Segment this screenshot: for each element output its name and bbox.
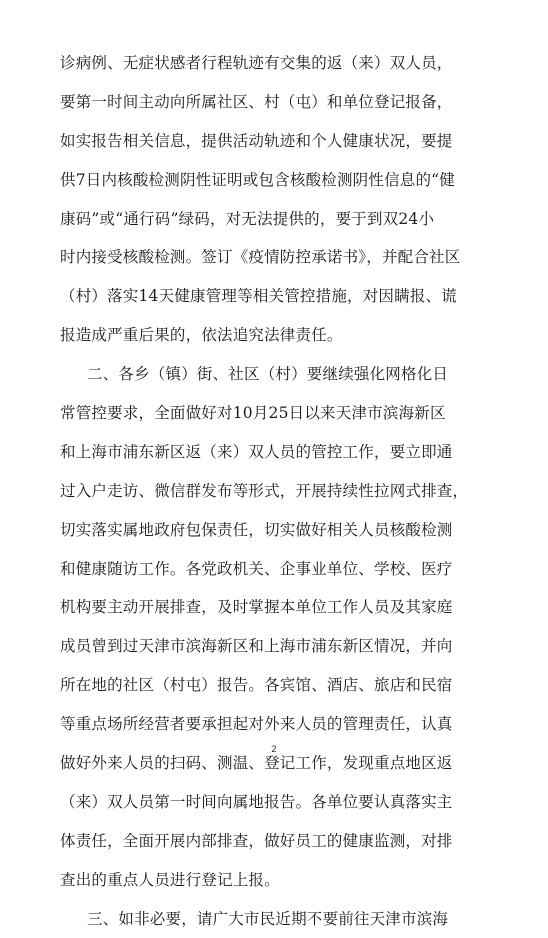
text-line: 康码”或“通行码”绿码，对无法提供的，要于到双24小 [60,209,435,228]
text-line: 供7日内核酸检测阴性证明或包含核酸检测阴性信息的“健 [60,170,455,189]
page-number: 2 [271,745,277,755]
paragraph-3-start: 三、如非必要，请广大市民近期不要前往天津市滨海 [87,909,449,928]
text-line: 诊病例、无症状感者行程轨迹有交集的返（来）双人员， [60,54,453,72]
text-line: 等重点场所经营者要承担起对外来人员的管理责任，认真 [60,715,453,734]
body-text [60,44,495,938]
text-line: 和上海市浦东新区返（来）双人员的管控工作，要立即通 [60,442,453,461]
text-line: 过入户走访、微信群发布等形式，开展持续性拉网式排查， [60,481,469,500]
text-line: （村）落实14天健康管理等相关管控措施，对因瞒报、谎 [60,287,457,306]
text-line: 所在地的社区（村屯）报告。各宾馆、酒店、旅店和民宿 [60,676,453,695]
text-line: 成员曾到过天津市滨海新区和上海市浦东新区情况，并向 [60,637,453,656]
text-line: 机构要主动开展排查，及时掌握本单位工作人员及其家庭 [60,598,453,617]
text-line: （来）双人员第一时间向属地报告。各单位要认真落实主 [60,792,453,811]
text-line: 报造成严重后果的，依法追究法律责任。 [60,326,343,345]
text-line: 如实报告相关信息，提供活动轨迹和个人健康状况，要提 [60,131,453,150]
text-line: 要第一时间主动向所属社区、村（屯）和单位登记报备， [60,92,453,111]
text-line: 体责任，全面开展内部排查，做好员工的健康监测，对排 [60,831,453,850]
text-line: 查出的重点人员进行登记上报。 [60,870,280,889]
text-line: 切实落实属地政府包保责任，切实做好相关人员核酸检测 [60,520,453,539]
paragraph-2-start: 二、各乡（镇）街、社区（村）要继续强化网格化日 [87,365,449,384]
text-line: 常管控要求，全面做好对10月25日以来天津市滨海新区 [60,404,446,423]
text-line: 时内接受核酸检测。签订《疫情防控承诺书》，并配合社区 [60,248,461,267]
text-line: 和健康随访工作。各党政机关、企事业单位、学校、医疗 [60,559,453,578]
text-line: 做好外来人员的扫码、测温、登记工作，发现重点地区返 [60,754,453,773]
